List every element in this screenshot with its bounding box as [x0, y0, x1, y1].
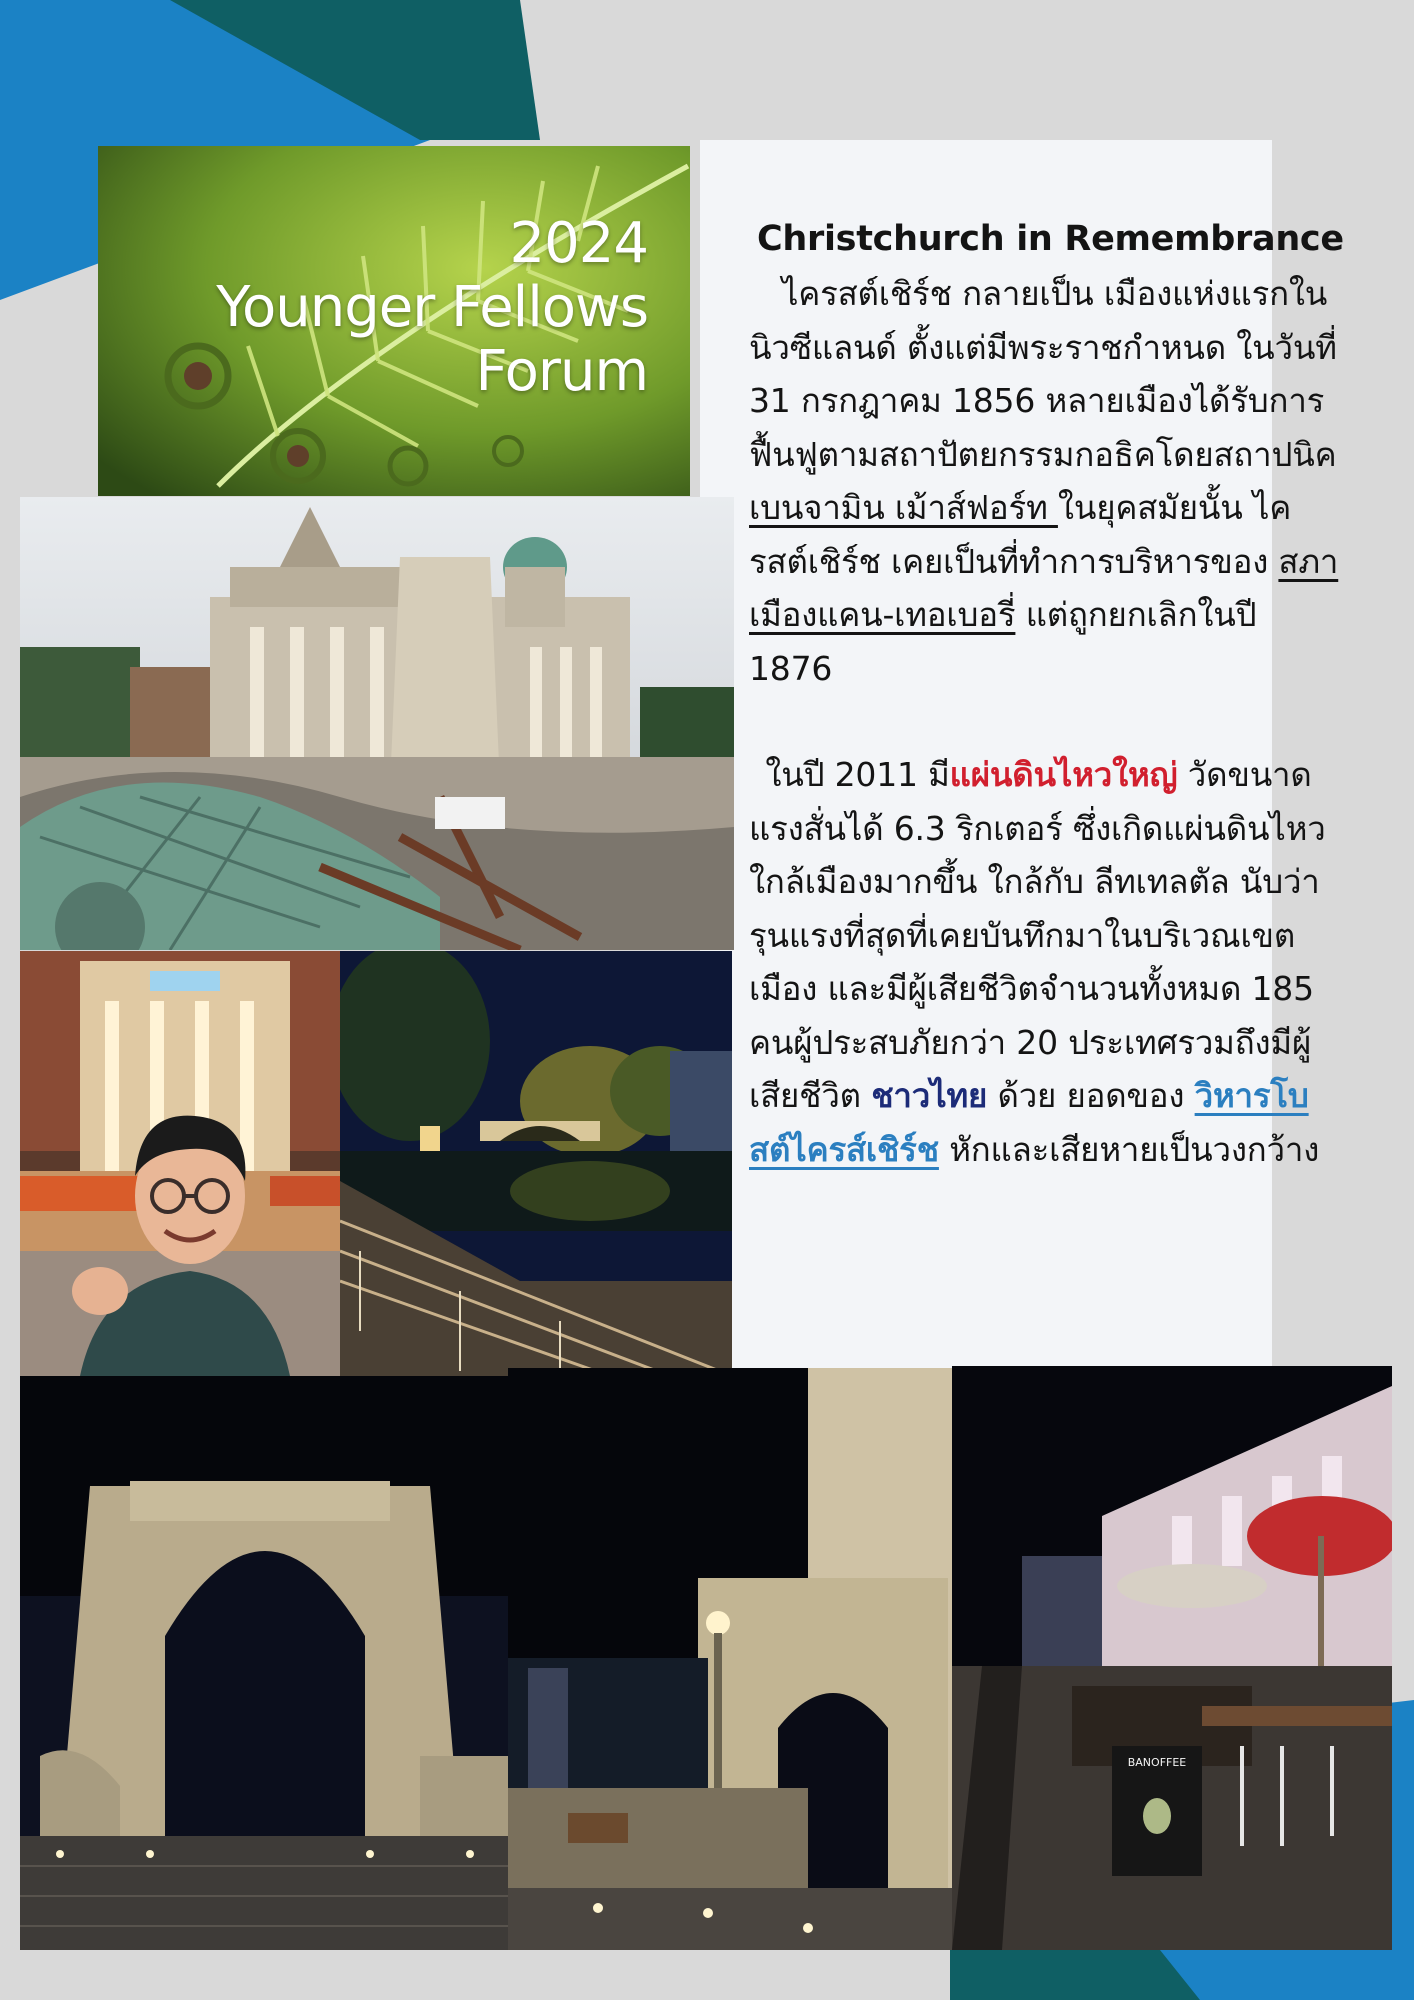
- banner-year: 2024: [509, 211, 648, 276]
- p2-end: หักและเสียหายเป็นวงกว้าง: [938, 1129, 1320, 1169]
- thai-highlight: ชาวไทย: [871, 1076, 988, 1115]
- p2-intro: ในปี 2011 มี: [765, 755, 950, 794]
- banoffee-sign: BANOFFEE: [1127, 1756, 1187, 1769]
- arch-closeup-photo: [508, 1368, 952, 1950]
- p1-end: แต่ถูกยกเลิกในปี 1876: [749, 595, 1257, 688]
- article-title: Christchurch in Remembrance: [757, 219, 1344, 259]
- forum-banner-image: [98, 146, 690, 496]
- p1-intro: ไครสต์เชิร์ช กลายเป็น เมืองแห่งแรกในนิวซีแลนด์ ตั้งแต่มีพระราชกำหนด ในวันที่ 31 กรกฎาคม 1856 หลายเมืองได้รับการฟื้นฟูตามสถาปัตยกรรมกอธิคโดยสถาปนิค: [749, 274, 1337, 474]
- river-night-photo: [340, 951, 732, 1376]
- article-paragraph-2: [749, 748, 1349, 1176]
- earthquake-highlight: แผ่นดินไหวใหญ่: [949, 755, 1178, 794]
- article: [749, 212, 1349, 1176]
- p2-mid: วัดขนาดแรงสั่นได้ 6.3 ริกเตอร์ ซึ่งเกิดแผ่นดินไหวใกล้เมืองมากขึ้น ใกล้กับ ลีทเทลตัล นับว่ารุนแรงที่สุดที่เคยบันทึกมาในบริเวณเขตเมือง และมีผู้เสียชีวิตจำนวนทั้งหมด 185 คนผู้ประสบภัยกว่า 20 ประเทศรวมถึงมีผู้เสียชีวิต: [749, 755, 1326, 1115]
- cathedral-ruins-photo: [20, 497, 734, 950]
- paragraph-gap: [749, 695, 1349, 748]
- cathedral-link[interactable]: วิหารโบสต์ไครส์เชิร์ช: [749, 1076, 1309, 1169]
- street-cafe-photo: [952, 1366, 1392, 1950]
- banner-line2: Forum: [475, 339, 648, 404]
- hotel-selfie-photo: [20, 951, 340, 1376]
- architect-name: เบนจามิน เม้าส์ฟอร์ท: [749, 488, 1058, 527]
- canterbury-council: สภาเมืองแคน-เทอเบอรี่: [749, 541, 1339, 634]
- banner-line1: Younger Fellows: [216, 275, 648, 340]
- p2-mid2: ด้วย ยอดของ: [987, 1076, 1195, 1115]
- article-paragraph-1: [749, 267, 1349, 695]
- remembrance-arch-photo: [20, 1376, 508, 1950]
- p1-mid: ในยุคสมัยนั้น ไครสต์เชิร์ช เคยเป็นที่ทำการบริหารของ: [749, 488, 1292, 581]
- banner-text: [216, 212, 648, 404]
